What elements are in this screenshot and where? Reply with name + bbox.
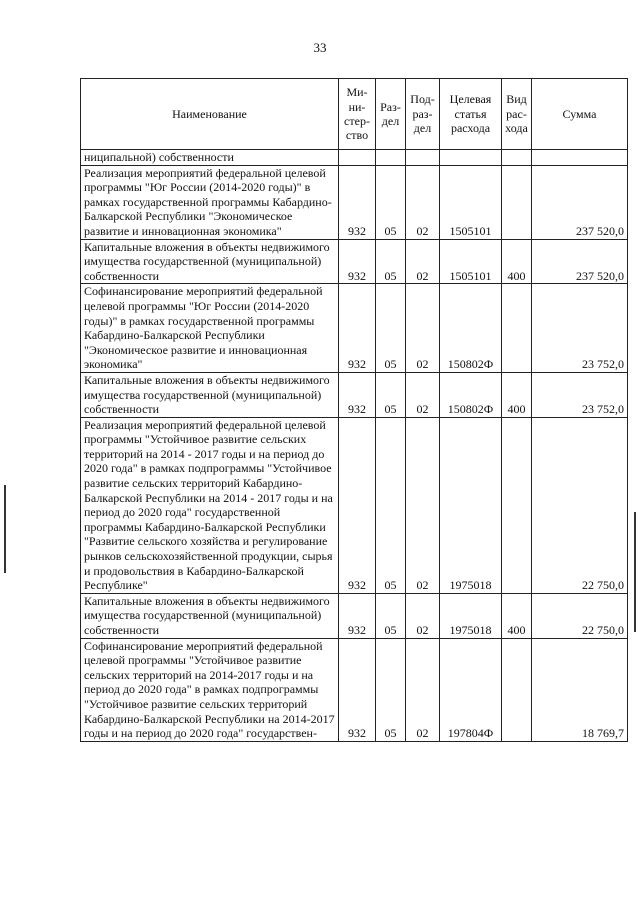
budget-table: [80, 78, 628, 742]
cell-name: Реализация мероприятий федеральной целевой программы "Юг России (2014-2020 годы)" в рамках государственной программы Кабардино-Балкарской Республики "Экономическое развитие и инновационная экономика": [81, 165, 339, 239]
cell-subsection: [406, 150, 440, 166]
cell-section: 05: [376, 417, 406, 593]
cell-section: 05: [376, 372, 406, 417]
cell-expense-type: [502, 638, 532, 741]
header-subsection: Под- раз- дел: [406, 79, 440, 150]
header-ministry: Ми- ни- стер- ство: [339, 79, 376, 150]
cell-section: 05: [376, 638, 406, 741]
cell-expense-type: [502, 165, 532, 239]
cell-section: [376, 150, 406, 166]
cell-section: 05: [376, 284, 406, 373]
cell-expense-type: [502, 150, 532, 166]
cell-expense-type: [502, 284, 532, 373]
cell-amount: 23 752,0: [532, 284, 628, 373]
scan-edge-mark-left: [4, 485, 6, 573]
cell-expense-type: 400: [502, 593, 532, 638]
scan-edge-mark-right: [634, 512, 636, 632]
cell-expense-type: 400: [502, 239, 532, 284]
cell-name: Софинансирование мероприятий федеральной целевой программы "Устойчивое развитие сельских территорий на 2014-2017 годы и на период до 2020 года" в рамках подпрограммы "Устойчивое развитие сельских территорий Кабардино-Балкарской Республики на 2014-2017 годы и на период до 2020 года" государствен-: [81, 638, 339, 741]
cell-amount: 22 750,0: [532, 593, 628, 638]
cell-amount: 237 520,0: [532, 239, 628, 284]
header-name: Наименование: [81, 79, 339, 150]
header-amount: Сумма: [532, 79, 628, 150]
cell-target-article: 1975018: [440, 593, 502, 638]
cell-name: ниципальной) собственности: [81, 150, 339, 166]
cell-subsection: 02: [406, 239, 440, 284]
cell-subsection: 02: [406, 593, 440, 638]
cell-expense-type: [502, 417, 532, 593]
cell-subsection: 02: [406, 372, 440, 417]
cell-amount: 23 752,0: [532, 372, 628, 417]
header-expense-type: Вид рас- хода: [502, 79, 532, 150]
table-row: [81, 417, 628, 593]
table-row: [81, 239, 628, 284]
cell-ministry: 932: [339, 638, 376, 741]
table-row: [81, 165, 628, 239]
table-row: [81, 372, 628, 417]
cell-subsection: 02: [406, 165, 440, 239]
cell-amount: 18 769,7: [532, 638, 628, 741]
cell-name: Капитальные вложения в объекты недвижимого имущества государственной (муниципальной) собственности: [81, 593, 339, 638]
cell-ministry: 932: [339, 239, 376, 284]
cell-ministry: 932: [339, 593, 376, 638]
cell-section: 05: [376, 593, 406, 638]
cell-subsection: 02: [406, 417, 440, 593]
cell-name: Софинансирование мероприятий федеральной целевой программы "Юг России (2014-2020 годы)" в рамках государственной программы Кабардино-Балкарской Республики "Экономическое развитие и инновационная экономика": [81, 284, 339, 373]
cell-amount: [532, 150, 628, 166]
cell-amount: 22 750,0: [532, 417, 628, 593]
table-row: [81, 593, 628, 638]
cell-section: 05: [376, 165, 406, 239]
cell-ministry: [339, 150, 376, 166]
table-header-row: [81, 79, 628, 150]
cell-section: 05: [376, 239, 406, 284]
cell-expense-type: 400: [502, 372, 532, 417]
cell-ministry: 932: [339, 284, 376, 373]
cell-target-article: 1505101: [440, 165, 502, 239]
cell-amount: 237 520,0: [532, 165, 628, 239]
cell-target-article: 197804Ф: [440, 638, 502, 741]
cell-subsection: 02: [406, 638, 440, 741]
page-number: 33: [313, 40, 327, 55]
cell-name: Капитальные вложения в объекты недвижимого имущества государственной (муниципальной) собственности: [81, 239, 339, 284]
table-row: [81, 150, 628, 166]
cell-ministry: 932: [339, 417, 376, 593]
cell-name: Капитальные вложения в объекты недвижимого имущества государственной (муниципальной) собственности: [81, 372, 339, 417]
cell-ministry: 932: [339, 372, 376, 417]
cell-subsection: 02: [406, 284, 440, 373]
table-row: [81, 638, 628, 741]
cell-target-article: 1975018: [440, 417, 502, 593]
header-target-article: Целевая статья расхода: [440, 79, 502, 150]
cell-target-article: [440, 150, 502, 166]
cell-ministry: 932: [339, 165, 376, 239]
cell-target-article: 150802Ф: [440, 372, 502, 417]
header-section: Раз- дел: [376, 79, 406, 150]
table-row: [81, 284, 628, 373]
cell-name: Реализация мероприятий федеральной целевой программы "Устойчивое развитие сельских территорий на 2014 - 2017 годы и на период до 2020 года" в рамках подпрограммы "Устойчивое развитие сельских территорий Кабардино-Балкарской Республики на 2014 - 2017 годы и на период до 2020 года" государственной программы Кабардино-Балкарской Республики "Развитие сельского хозяйства и регулирование рынков сельскохозяйственной продукции, сырья и продовольствия в Кабардино-Балкарской Республике": [81, 417, 339, 593]
cell-target-article: 150802Ф: [440, 284, 502, 373]
cell-target-article: 1505101: [440, 239, 502, 284]
